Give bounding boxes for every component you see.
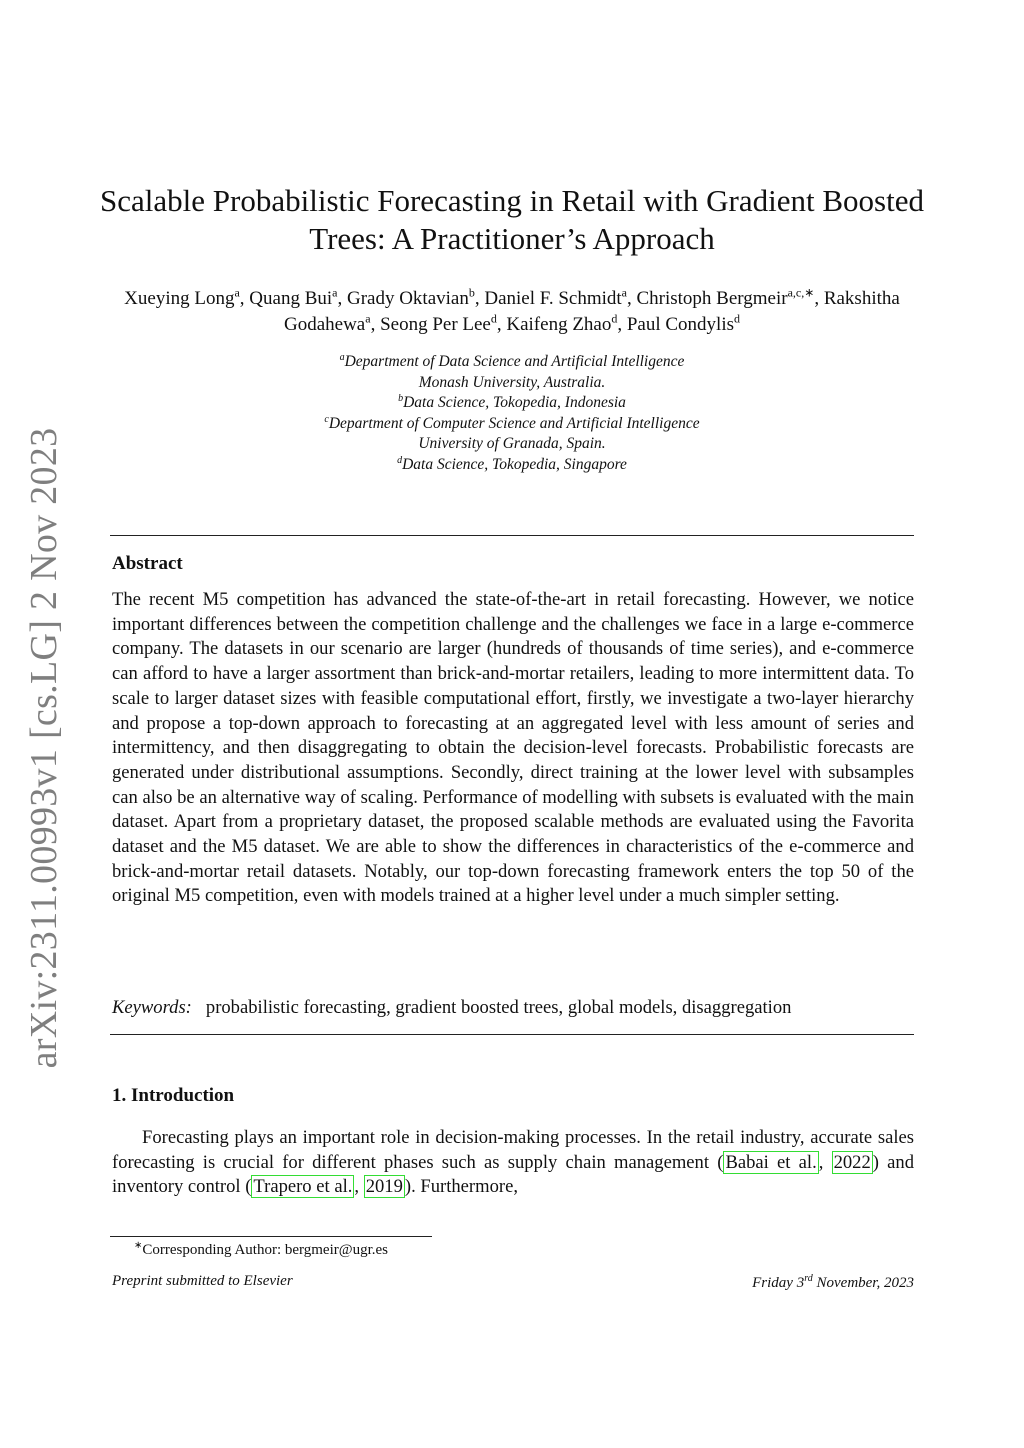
abstract-bottom-rule <box>110 1034 914 1035</box>
keywords-text: probabilistic forecasting, gradient boosted trees, global models, disaggregation <box>205 997 792 1018</box>
affiliation-a-line-2: Monash University, Australia. <box>418 373 606 391</box>
author: Kaifeng Zhao$^d$ <box>506 311 618 335</box>
affiliation-d: $^d$Data Science, Tokopedia, Singapore <box>397 454 627 473</box>
footnote <box>134 1240 388 1259</box>
arxiv-identifier-text: arXiv:2311.00993v1 [cs.LG] 2 Nov 2023 <box>23 427 65 1069</box>
author: Grady Oktavian$^b$ <box>346 285 475 309</box>
citation-year-link-trapero[interactable]: 2019 <box>365 1176 403 1198</box>
author: Seong Per Lee$^d$ <box>380 311 497 335</box>
keywords <box>112 996 914 1020</box>
keywords-label: Keywords: <box>112 997 192 1018</box>
author: Paul Condylis$^d$ <box>626 311 741 335</box>
introduction-heading: 1. Introduction <box>112 1085 235 1106</box>
paper-title-line-1: Scalable Probabilistic Forecasting in Retail with Gradient Boosted <box>100 183 924 218</box>
citation-link-babai[interactable]: Babai et al. <box>725 1151 817 1173</box>
footer-preprint-note: Preprint submitted to Elsevier <box>112 1273 293 1289</box>
author: Rakshitha Godahewa$^a$ <box>283 288 900 335</box>
author: Quang Bui$^a$ <box>249 285 338 309</box>
citation-year-link-babai[interactable]: 2022 <box>833 1151 871 1173</box>
abstract-top-rule <box>110 535 914 536</box>
introduction-text: Forecasting plays an important role in decision-making processes. In the retail industry, accurate sales forecasting is crucial for different phases such as supply chain management ( Babai et al. , 2022 ) and inventory control ( Trapero et al. , 2019 ). Furthermore, <box>112 1127 915 1198</box>
affiliation-b: $^b$Data Science, Tokopedia, Indonesia <box>398 393 626 412</box>
footnote-mark: ∗ <box>134 1240 143 1251</box>
affiliation-c-line-2: University of Granada, Spain. <box>418 435 606 453</box>
citation-link-trapero[interactable]: Trapero et al. <box>253 1176 353 1198</box>
author: Xueying Long$^a$ <box>124 285 240 309</box>
affiliation-a: $^a$Department of Data Science and Artificial Intelligence <box>339 351 685 370</box>
abstract-heading: Abstract <box>112 553 183 574</box>
abstract-text: The recent M5 competition has advanced the state-of-the-art in retail forecasting. However, we notice important differences between the competition challenge and the challenges we face in a large e-commerce company. The datasets in our scenario are larger (hundreds of thousands of time series), and e-commerce can afford to have a larger assortment than brick-and-mortar retailers, leading to more intermittent data. To scale to larger dataset sizes with feasible computational effort, firstly, we investigate a two-layer hierarchy and propose a top-down approach to forecasting at an aggregated level with less amount of series and intermittency, and then disaggregating to obtain the decision-level forecasts. Probabilistic forecasts are generated under distributional assumptions. Secondly, direct training at the lower level with subsamples can also be an alternative way of scaling. Performance of modelling with subsets is evaluated with the main dataset. Apart from a proprietary dataset, the proposed scalable methods are evaluated using the Favorita dataset and the M5 dataset. We are able to show the differences in characteristics of the e-commerce and brick-and-mortar retail datasets. Notably, our top-down forecasting framework enters the top 50 of the original M5 competition, even with models trained at a higher level under a much simpler setting. <box>112 589 914 907</box>
paper-title-line-2: Trees: A Practitioner’s Approach <box>309 221 715 256</box>
author: Christoph Bergmeir$^{a,c,∗}$ <box>636 285 815 309</box>
footer-date: Friday 3rd November, 2023 <box>752 1273 914 1291</box>
footnote-rule <box>110 1236 432 1237</box>
author-list: Xueying Long$^a$, Quang Bui$^a$, Grady Oktavian$^b$, Daniel F. Schmidt$^a$, Christoph Bergmeir$^{a,c,∗}$, Rakshitha Godahewa$^a$, Seong Per Lee$^d$, Kaifeng Zhao$^d$, Paul Condylis$^d$ <box>124 285 900 335</box>
author: Daniel F. Schmidt$^a$ <box>484 285 627 309</box>
affiliation-c: $^c$Department of Computer Science and Artificial Intelligence <box>324 413 700 432</box>
footnote-text: Corresponding Author: bergmeir@ugr.es <box>142 1242 388 1258</box>
paper-title <box>100 182 924 258</box>
affiliations <box>112 352 912 476</box>
